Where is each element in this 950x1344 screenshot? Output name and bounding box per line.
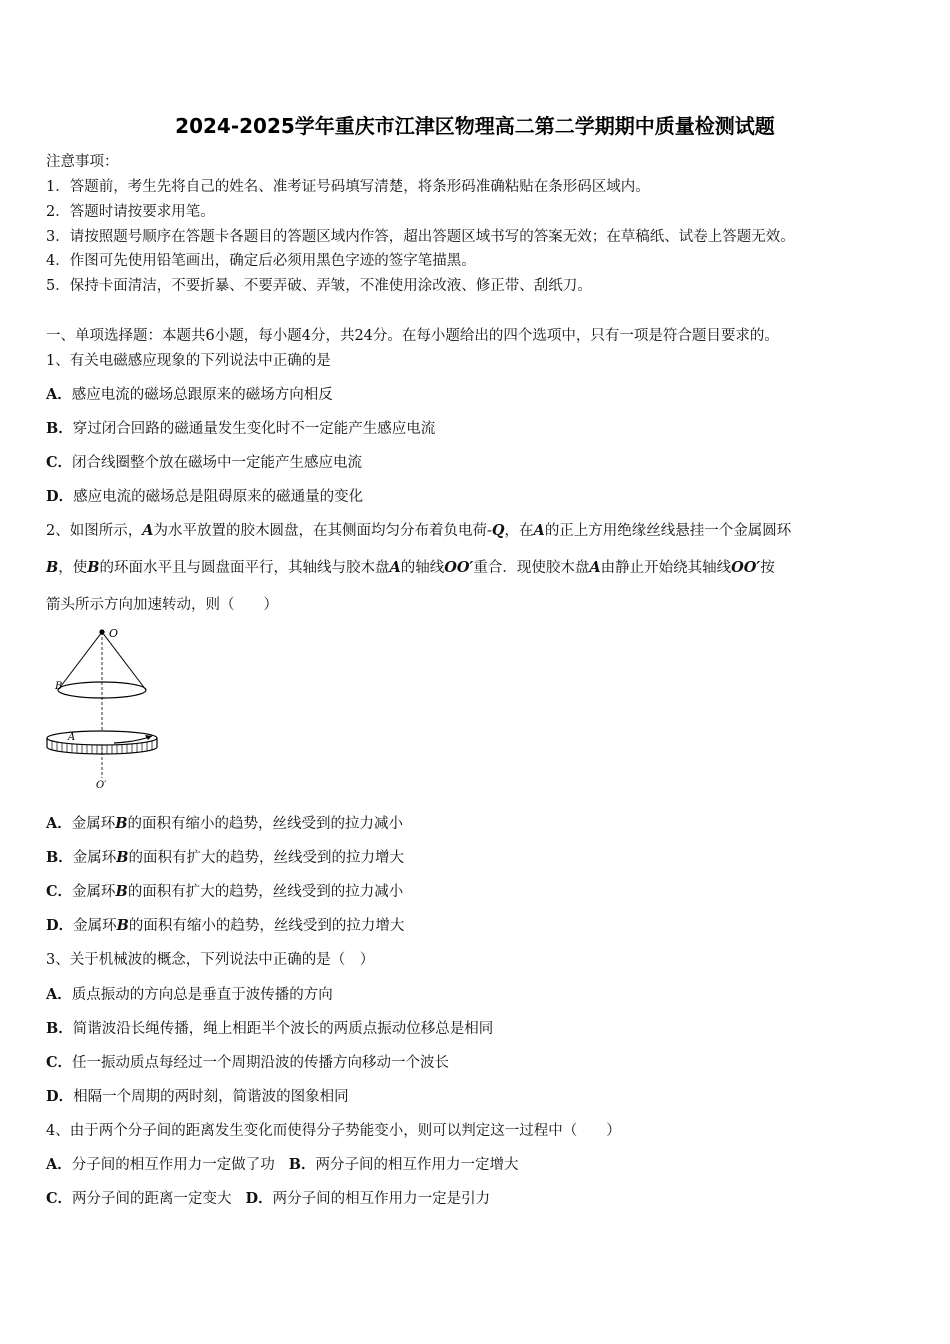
option-letter: C．	[46, 454, 73, 471]
option-text: 两分子间的距离一定变大	[72, 1191, 232, 1207]
option-text: 的面积有缩小的趋势，丝线受到的拉力减小	[127, 816, 404, 832]
ring-disk-figure	[44, 626, 164, 792]
q1-option-a	[46, 385, 333, 405]
stem-text: ，在	[504, 523, 534, 539]
option-text: 闭合线圈整个放在磁场中一定能产生感应电流	[72, 455, 363, 471]
option-letter: C．	[46, 1054, 73, 1071]
q3-option-a	[46, 985, 333, 1005]
option-letter: C．	[46, 883, 73, 900]
q2-option-b	[46, 848, 404, 868]
notice-heading: 注意事项：	[46, 154, 119, 170]
var-B: B	[116, 917, 129, 934]
question-3-stem: 3、关于机械波的概念，下列说法中正确的是（ ）	[46, 952, 375, 968]
option-text: 的面积有扩大的趋势，丝线受到的拉力增大	[128, 850, 405, 866]
label-B: B	[55, 681, 63, 692]
thread-right	[102, 632, 146, 690]
q4-options-row2	[46, 1189, 490, 1209]
var-B: B	[115, 815, 128, 832]
q3-option-c	[46, 1053, 449, 1073]
var-B: B	[46, 559, 59, 576]
notice-item: 3．请按照题号顺序在答题卡各题目的答题区域内作答，超出答题区域书写的答案无效；在草稿纸、试卷上答题无效。	[46, 229, 795, 245]
var-OO: OO′	[444, 559, 474, 576]
option-text: 金属环	[71, 816, 116, 832]
option-text: 的面积有缩小的趋势，丝线受到的拉力增大	[128, 918, 405, 934]
option-letter: B．	[46, 849, 73, 866]
option-text: 的面积有扩大的趋势，丝线受到的拉力减小	[127, 884, 404, 900]
stem-text: 由静止开始绕其轴线	[600, 560, 732, 576]
option-text: 穿过闭合回路的磁通量发生变化时不一定能产生感应电流	[72, 421, 436, 437]
var-OO: OO′	[731, 559, 761, 576]
q4-options-row1	[46, 1155, 519, 1175]
stem-text: 为水平放置的胶木圆盘，在其侧面均匀分布着负电荷-	[153, 523, 492, 539]
option-text: 金属环	[72, 884, 116, 900]
option-letter: A．	[46, 815, 72, 832]
stem-text: 按	[760, 560, 775, 576]
option-letter: A．	[46, 1156, 72, 1173]
disk-top	[47, 731, 157, 745]
option-text: 金属环	[73, 918, 117, 934]
thread-left	[58, 632, 102, 690]
notice-item: 1．答题前，考生先将自己的姓名、准考证号码填写清楚，将条形码准确粘贴在条形码区域内。	[46, 179, 650, 195]
option-text: 感应电流的磁场总跟原来的磁场方向相反	[71, 387, 333, 403]
option-text: 金属环	[72, 850, 117, 866]
var-Q: Q	[491, 522, 505, 539]
stem-text: 2、如图所示，	[46, 523, 143, 539]
label-O: O	[109, 627, 119, 640]
option-letter: C．	[46, 1190, 73, 1207]
notice-item: 2．答题时请按要求用笔。	[46, 204, 215, 220]
stem-text: 重合．现使胶木盘	[473, 560, 590, 576]
question-4-stem: 4、由于两个分子间的距离发生变化而使得分子势能变小，则可以判定这一过程中（ ）	[46, 1123, 621, 1139]
q2-option-c	[46, 882, 403, 902]
notice-item: 5．保持卡面清洁，不要折暴、不要弄破、弄皱，不准使用涂改液、修正带、刮纸刀。	[46, 278, 592, 294]
q2-option-a	[46, 814, 403, 834]
option-letter: D．	[46, 488, 74, 505]
q1-option-c	[46, 453, 362, 473]
label-A: A	[68, 732, 76, 743]
label-O-prime: O′	[96, 780, 107, 791]
option-letter: D．	[46, 1088, 74, 1105]
q2-option-d	[46, 916, 404, 936]
notice-item: 4．作图可先使用铅笔画出，确定后必须用黑色字迹的签字笔描黑。	[46, 253, 476, 269]
exam-title: 2024-2025学年重庆市江津区物理高二第二学期期中质量检测试题	[175, 114, 775, 138]
option-letter: D．	[245, 1190, 273, 1207]
question-1-stem: 1、有关电磁感应现象的下列说法中正确的是	[46, 353, 331, 369]
option-letter: B．	[288, 1156, 316, 1173]
option-letter: A．	[46, 986, 72, 1003]
var-B: B	[87, 559, 100, 576]
question-2-stem-line3: 箭头所示方向加速转动，则（ ）	[46, 597, 278, 613]
option-letter: D．	[46, 917, 74, 934]
question-2-stem-line1	[46, 521, 791, 541]
option-text: 质点振动的方向总是垂直于波传播的方向	[71, 987, 333, 1003]
q3-option-b	[46, 1019, 493, 1039]
stem-text: 的环面水平且与圆盘面平行，其轴线与胶木盘	[99, 560, 390, 576]
option-text: 相隔一个周期的两时刻，简谐波的图象相同	[73, 1089, 349, 1105]
var-B: B	[115, 883, 128, 900]
section-heading: 一、单项选择题：本题共6小题，每小题4分，共24分。在每小题给出的四个选项中，只有一项是符合题目要求的。	[46, 328, 779, 344]
q3-option-d	[46, 1087, 349, 1107]
option-text: 任一振动质点每经过一个周期沿波的传播方向移动一个波长	[72, 1055, 450, 1071]
option-text: 两分子间的相互作用力一定增大	[315, 1157, 519, 1173]
var-B: B	[116, 849, 129, 866]
var-A: A	[533, 522, 545, 539]
stem-text: 的轴线	[400, 560, 445, 576]
var-A: A	[142, 522, 154, 539]
option-text: 分子间的相互作用力一定做了功	[71, 1157, 275, 1173]
option-letter: B．	[46, 1020, 73, 1037]
stem-text: 的正上方用绝缘丝线悬挂一个金属圆环	[544, 523, 792, 539]
option-letter: A．	[46, 386, 72, 403]
question-2-stem-line2	[46, 558, 775, 578]
var-A: A	[389, 559, 401, 576]
option-text: 两分子间的相互作用力一定是引力	[272, 1191, 491, 1207]
q1-option-b	[46, 419, 435, 439]
option-text: 感应电流的磁场总是阻碍原来的磁通量的变化	[73, 489, 364, 505]
option-text: 简谐波沿长绳传播，绳上相距半个波长的两质点振动位移总是相同	[72, 1021, 494, 1037]
q1-option-d	[46, 487, 363, 507]
var-A: A	[589, 559, 601, 576]
option-letter: B．	[46, 420, 73, 437]
stem-text: ，使	[58, 560, 88, 576]
